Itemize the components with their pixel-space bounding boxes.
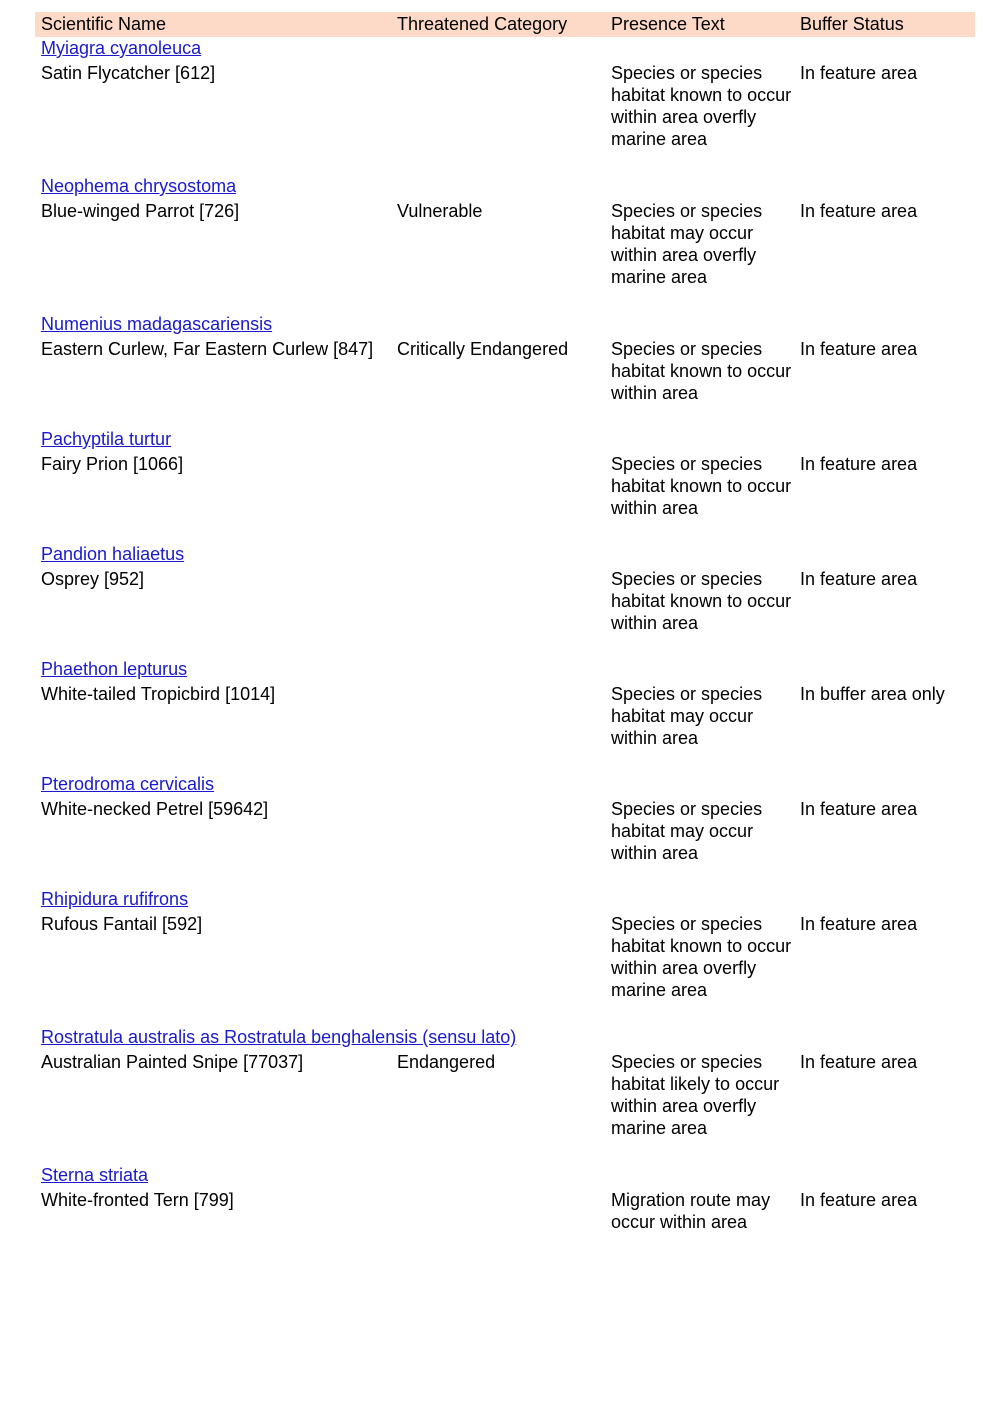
scientific-name-link[interactable]: Myiagra cyanoleuca [41,38,202,58]
buffer-status: In feature area [800,339,918,359]
presence-text: Species or species habitat known to occur within area overfly marine area [611,914,792,1000]
scientific-name-link[interactable]: Neophema chrysostoma [41,176,237,196]
header-buffer-status: Buffer Status [800,14,904,34]
common-name: Fairy Prion [1066] [41,454,184,474]
threatened-category: Critically Endangered [397,339,569,359]
scientific-name-link[interactable]: Phaethon lepturus [41,659,188,679]
common-name: White-fronted Tern [799] [41,1190,234,1210]
species-row [35,175,975,313]
buffer-status: In feature area [800,569,918,589]
scientific-name-link[interactable]: Pandion haliaetus [41,544,185,564]
presence-text: Species or species habitat may occur within area [611,684,763,748]
buffer-status: In buffer area only [800,684,945,704]
scientific-name-link[interactable]: Sterna striata [41,1165,149,1185]
species-row [35,428,975,543]
buffer-status: In feature area [800,454,918,474]
species-row [35,37,975,175]
threatened-category: Vulnerable [397,201,483,221]
common-name: Satin Flycatcher [612] [41,63,216,83]
common-name: Australian Painted Snipe [77037] [41,1052,304,1072]
common-name: White-tailed Tropicbird [1014] [41,684,276,704]
presence-text: Species or species habitat likely to occur within area overfly marine area [611,1052,780,1138]
common-name: White-necked Petrel [59642] [41,799,269,819]
presence-text: Species or species habitat known to occur within area [611,454,792,518]
scientific-name-link[interactable]: Pachyptila turtur [41,429,172,449]
common-name: Blue-winged Parrot [726] [41,201,240,221]
threatened-category: Endangered [397,1052,496,1072]
scientific-name-link[interactable]: Rostratula australis as Rostratula benghalensis (sensu lato) [41,1027,517,1047]
header-scientific-name: Scientific Name [41,14,167,34]
species-row [35,1026,975,1164]
species-row [35,543,975,658]
header-presence-text: Presence Text [611,14,725,34]
species-row [35,888,975,1026]
buffer-status: In feature area [800,1052,918,1072]
presence-text: Migration route may occur within area [611,1190,771,1232]
buffer-status: In feature area [800,201,918,221]
common-name: Rufous Fantail [592] [41,914,203,934]
species-row [35,773,975,888]
species-row [35,658,975,773]
presence-text: Species or species habitat known to occur within area [611,339,792,403]
scientific-name-link[interactable]: Pterodroma cervicalis [41,774,215,794]
species-list [35,37,975,1256]
presence-text: Species or species habitat known to occur within area overfly marine area [611,63,792,149]
common-name: Osprey [952] [41,569,145,589]
table-header [35,12,975,37]
buffer-status: In feature area [800,799,918,819]
common-name: Eastern Curlew, Far Eastern Curlew [847] [41,339,374,359]
species-row [35,1164,975,1256]
presence-text: Species or species habitat may occur within area overfly marine area [611,201,763,287]
presence-text: Species or species habitat known to occur within area [611,569,792,633]
scientific-name-link[interactable]: Numenius madagascariensis [41,314,273,334]
scientific-name-link[interactable]: Rhipidura rufifrons [41,889,189,909]
buffer-status: In feature area [800,1190,918,1210]
presence-text: Species or species habitat may occur within area [611,799,763,863]
buffer-status: In feature area [800,63,918,83]
species-row [35,313,975,428]
header-threatened-category: Threatened Category [397,14,568,34]
buffer-status: In feature area [800,914,918,934]
